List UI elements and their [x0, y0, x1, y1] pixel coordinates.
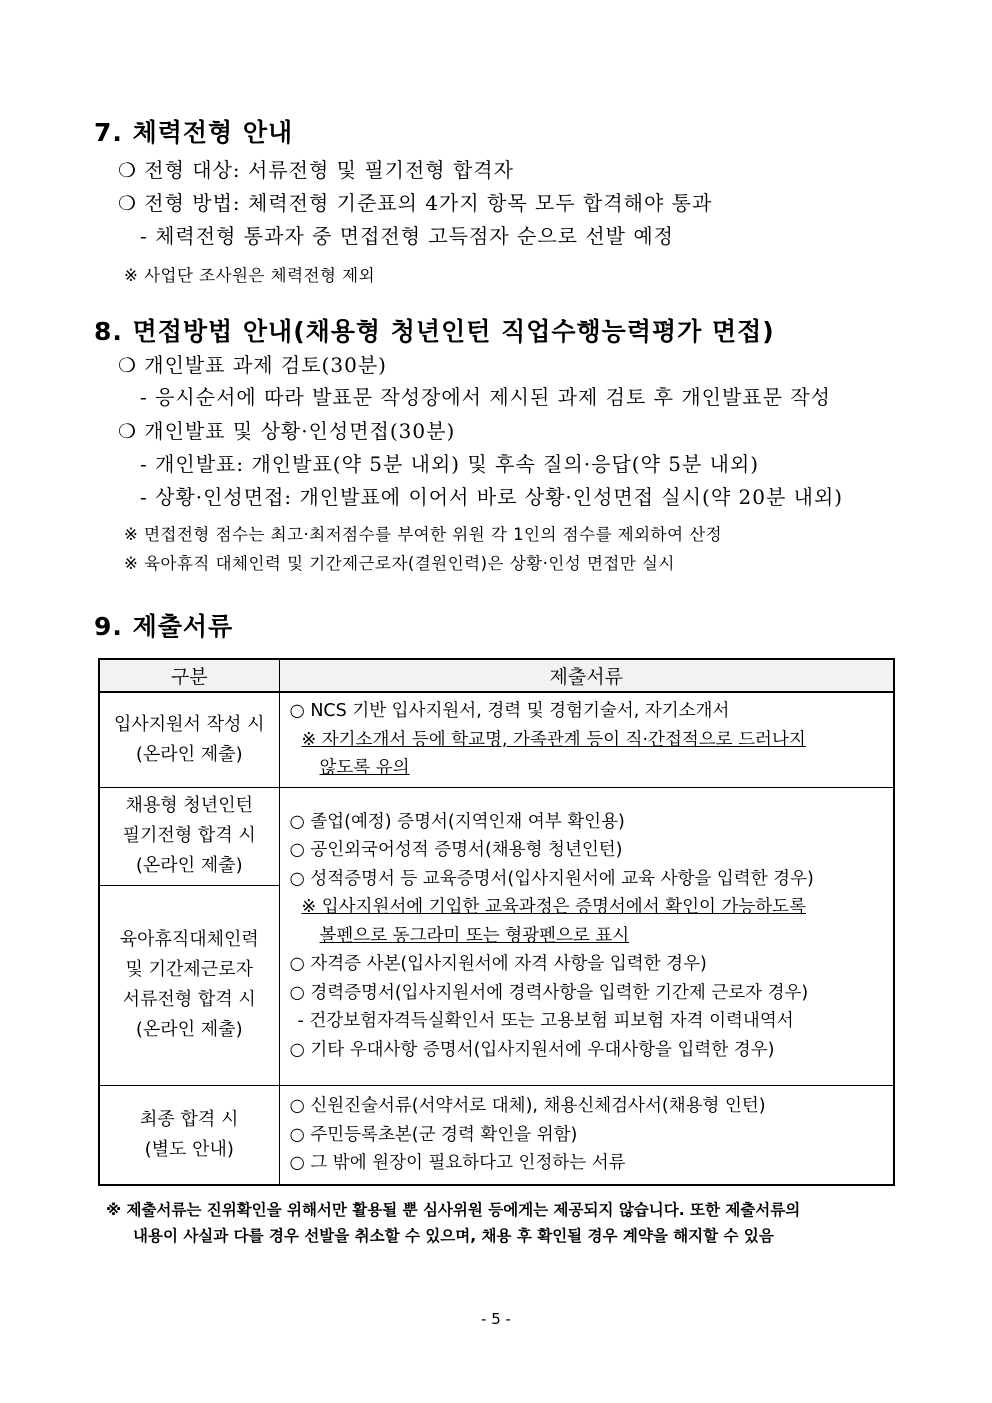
table-header-documents: 제출서류 — [279, 659, 894, 692]
section7-title: 7. 체력전형 안내 — [94, 118, 294, 147]
document-line: ○ 공인외국어성적 증명서(채용형 청년인턴) — [289, 840, 623, 861]
category-line: 채용형 청년인턴 — [125, 795, 253, 816]
table-row — [99, 1085, 894, 1185]
section7-item-text: 전형 방법: 체력전형 기준표의 4가지 항목 모두 합격해야 통과 — [144, 191, 713, 215]
table-cell-documents — [279, 692, 894, 787]
category-line: 필기전형 합격 시 — [122, 825, 256, 846]
page-number: - 5 - — [481, 1310, 511, 1328]
category-line: 및 기간제근로자 — [125, 959, 253, 980]
table-cell-documents — [279, 787, 894, 1085]
section8-note1: ※ 면접전형 점수는 최고·최저점수를 부여한 위원 각 1인의 점수를 제외하여 산정 — [124, 525, 723, 544]
table-row — [99, 692, 894, 787]
section8-item2-sub1: - 개인발표: 개인발표(약 5분 내외) 및 후속 질의·응답(약 5분 내외) — [140, 452, 760, 476]
document-line: - 건강보험자격득실확인서 또는 고용보험 피보험 자격 이력내역서 — [297, 1011, 794, 1032]
circle-bullet-icon: ❍ — [118, 191, 137, 215]
documents-table — [98, 658, 895, 1186]
document-note-cont — [290, 922, 886, 951]
table-cell-category — [99, 787, 279, 885]
category-line: (온라인 제출) — [135, 855, 243, 876]
section8-item2-sub2: - 상황·인성면접: 개인발표에 이어서 바로 상황·인성면접 실시(약 20분 내외) — [140, 485, 844, 509]
document-line: ○ 주민등록초본(군 경력 확인을 위함) — [289, 1124, 578, 1145]
section8-title: 8. 면접방법 안내(채용형 청년인턴 직업수행능력평가 면접) — [94, 317, 775, 346]
table-header-category: 구분 — [99, 659, 279, 692]
category-line: 육아휴직대체인력 — [119, 929, 259, 950]
document-note — [290, 893, 886, 922]
footnote-line1: ※ 제출서류는 진위확인을 위해서만 활용될 뿐 심사위원 등에게는 제공되지 않습니다. 또한 제출서류의 — [106, 1201, 801, 1219]
section8-item1: ❍ 개인발표 과제 검토(30분) — [118, 353, 387, 377]
table-cell-category — [99, 885, 279, 1085]
document-note-text: 않도록 유의 — [319, 758, 410, 778]
document-note-text: ※ 입사지원서에 기입한 교육과정은 증명서에서 확인이 가능하도록 — [301, 897, 806, 918]
document-note-text: 볼펜으로 동그라미 또는 형광펜으로 표시 — [319, 925, 630, 946]
document-line: ○ 그 밖에 원장이 필요하다고 인정하는 서류 — [289, 1153, 626, 1173]
category-line: 입사지원서 작성 시 — [113, 713, 265, 735]
section7-item-method — [118, 187, 712, 216]
section7-item-target — [118, 154, 514, 183]
category-line: (온라인 제출) — [135, 1019, 243, 1040]
table-header-row — [99, 659, 894, 692]
section7-note: ※ 사업단 조사원은 체력전형 제외 — [124, 266, 376, 285]
category-line: (별도 안내) — [144, 1138, 234, 1160]
footnote-line2: 내용이 사실과 다를 경우 선발을 취소할 수 있으며, 채용 후 확인될 경우 계약을 해지할 수 있음 — [133, 1227, 774, 1245]
category-line: (온라인 제출) — [135, 743, 243, 765]
section8-item1-sub: - 응시순서에 따라 발표문 작성장에서 제시된 과제 검토 후 개인발표문 작성 — [140, 385, 831, 409]
document-line: ○ 졸업(예정) 증명서(지역인재 여부 확인용) — [289, 811, 625, 832]
document-note — [290, 726, 886, 755]
category-line: 최종 합격 시 — [140, 1108, 239, 1130]
section8-item2: ❍ 개인발표 및 상황·인성면접(30분) — [118, 419, 456, 443]
document-line: ○ 경력증명서(입사지원서에 경력사항을 입력한 기간제 근로자 경우) — [289, 982, 809, 1003]
table-row — [99, 787, 894, 885]
section8-note2: ※ 육아휴직 대체인력 및 기간제근로자(결원인력)은 상황·인성 면접만 실시 — [124, 554, 675, 573]
document-line: ○ 기타 우대사항 증명서(입사지원서에 우대사항을 입력한 경우) — [289, 1039, 775, 1060]
document-line: ○ 신원진술서류(서약서로 대체), 채용신체검사서(채용형 인턴) — [289, 1096, 766, 1116]
table-cell-category — [99, 692, 279, 787]
document-line: ○ NCS 기반 입사지원서, 경력 및 경험기술서, 자기소개서 — [289, 701, 730, 721]
document-note-text: ※ 자기소개서 등에 학교명, 가족관계 등이 직·간접적으로 드러나지 — [301, 729, 806, 750]
category-line: 서류전형 합격 시 — [122, 989, 256, 1010]
document-note-cont — [290, 754, 886, 783]
document-line: ○ 자격증 사본(입사지원서에 자격 사항을 입력한 경우) — [289, 954, 707, 975]
section7-item-text: 전형 대상: 서류전형 및 필기전형 합격자 — [144, 158, 514, 182]
circle-bullet-icon: ❍ — [118, 158, 137, 182]
table-cell-category — [99, 1085, 279, 1185]
table-cell-documents — [279, 1085, 894, 1185]
document-line: ○ 성적증명서 등 교육증명서(입사지원서에 교육 사항을 입력한 경우) — [289, 868, 814, 889]
section9-title: 9. 제출서류 — [94, 612, 234, 641]
section7-sub: - 체력전형 통과자 중 면접전형 고득점자 순으로 선발 예정 — [140, 224, 674, 248]
